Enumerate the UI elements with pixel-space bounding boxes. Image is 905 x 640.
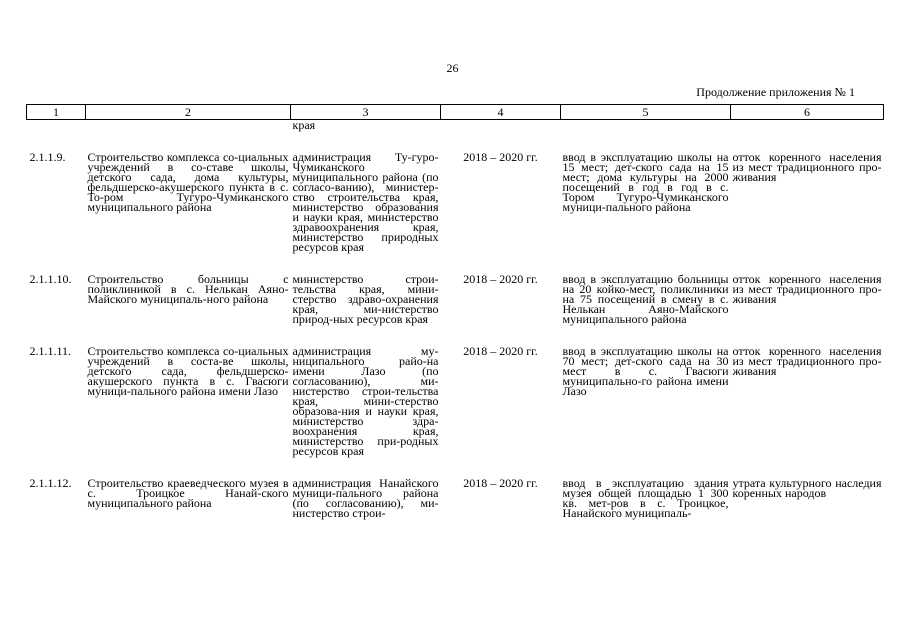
result-cell: ввод в эксплуатацию больницы на 20 койко-мест, поликлиники на 75 посещений в смену в с. Нелькан Аяно-Майского муниципального района <box>562 272 729 326</box>
activity-cell: Строительство краеведческого музея в с. Троицкое Нанай-ского муниципального района <box>87 476 289 510</box>
consequence-cell: отток коренного населения из мест традиционного про-живания <box>732 150 882 184</box>
appendix-caption: Продолжение приложения № 1 <box>696 85 855 99</box>
continued-executor-cell: края <box>292 118 316 132</box>
column-header: 6 <box>731 105 884 120</box>
column-header: 1 <box>27 105 86 120</box>
continued-row <box>27 120 884 131</box>
table-row <box>27 346 884 456</box>
result-cell: ввод в эксплуатацию школы на 15 мест; дет-ского сада на 15 мест; дома культуры на 2000 посещений в год в год в с. Тором Тугуро-Чумиканского муници-пального района <box>562 150 729 214</box>
column-header: 2 <box>86 105 291 120</box>
result-cell: ввод в эксплуатацию здания музея общей площадью 1 300 кв. мет-ров в с. Троицкое, Нанайского муниципаль- <box>562 476 729 520</box>
period-cell: 2018 – 2020 гг. <box>463 344 538 358</box>
table-header-row <box>27 105 884 120</box>
activity-cell: Строительство комплекса со-циальных учреждений в со-ставе школы, детского сада, дома культуры, фельдшерско-акушерского пункта в с. То-ром Тугуро-Чумиканского муниципального района <box>87 150 289 214</box>
result-cell: ввод в эксплуатацию школы на 70 мест; дет-ского сада на 30 мест в с. Гвасюги муниципально-го района имени Лазо <box>562 344 729 398</box>
consequence-cell: отток коренного населения из мест традиционного про-живания <box>732 272 882 306</box>
activity-cell: Строительство больницы с поликлиникой в с. Нелькан Аяно-Майского муниципаль-ного района <box>87 272 289 306</box>
table-row <box>27 152 884 252</box>
activity-cell: Строительство комплекса со-циальных учреждений в соста-ве школы, детского сада, фельдшерско-акушерского пункта в с. Гвасюги муници-пального района имени Лазо <box>87 344 289 398</box>
page-number: 26 <box>446 61 459 75</box>
column-header: 4 <box>441 105 561 120</box>
table-row <box>27 274 884 324</box>
consequence-cell: отток коренного населения из мест традиционного про-живания <box>732 344 882 378</box>
period-cell: 2018 – 2020 гг. <box>463 150 538 164</box>
table-row <box>27 478 884 518</box>
period-cell: 2018 – 2020 гг. <box>463 476 538 490</box>
row-number: 2.1.1.12. <box>29 476 72 490</box>
period-cell: 2018 – 2020 гг. <box>463 272 538 286</box>
executor-cell: министерство строи-тельства края, мини-стерство здраво-охранения края, ми-нистерство природ-ных ресурсов края <box>292 272 439 326</box>
row-number: 2.1.1.10. <box>29 272 72 286</box>
column-header: 5 <box>561 105 731 120</box>
appendix-table <box>26 104 884 518</box>
appendix-table-container <box>26 104 883 518</box>
executor-cell: администрация му-ниципального райо-на имени Лазо (по согласованию), ми-нистерство строи-тельства края, мини-стерство образова-ния и науки края, министерство здра-воохранения края, министерство при-родных ресурсов края <box>292 344 439 458</box>
row-number: 2.1.1.11. <box>29 344 72 358</box>
executor-cell: администрация Нанайского муници-пального района (по согласованию), ми-нистерство строи- <box>292 476 439 520</box>
consequence-cell: утрата культурного наследия коренных народов <box>732 476 882 500</box>
row-number: 2.1.1.9. <box>29 150 66 164</box>
column-header: 3 <box>291 105 441 120</box>
executor-cell: администрация Ту-гуро-Чумиканского муниципального района (по согласо-ванию), министер-ство строительства края, министерство образования и науки края, министерство здравоохранения края, министерство природных ресурсов края <box>292 150 439 254</box>
